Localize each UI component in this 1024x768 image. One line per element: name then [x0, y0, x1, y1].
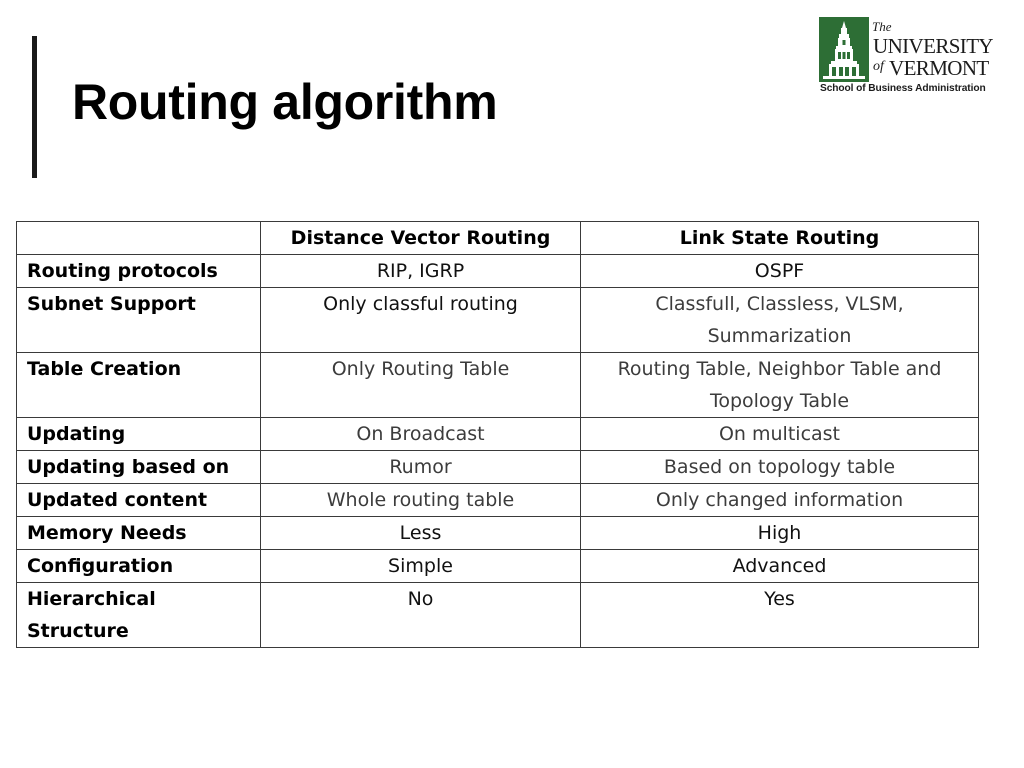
table-row [17, 517, 979, 550]
table-header-row [17, 222, 979, 255]
table-row [17, 255, 979, 288]
header-distance-vector: Distance Vector Routing [261, 222, 581, 255]
link-state-value: Based on topology table [581, 451, 979, 484]
bell-tower-emblem-icon [819, 17, 869, 82]
row-label: Routing protocols [17, 255, 261, 288]
row-label: Hierarchical Structure [17, 583, 261, 648]
row-label: Table Creation [17, 353, 261, 418]
university-logo [819, 17, 1001, 97]
table-row [17, 583, 979, 648]
table-row [17, 353, 979, 418]
distance-vector-value: Less [261, 517, 581, 550]
link-state-value: High [581, 517, 979, 550]
row-label: Subnet Support [17, 288, 261, 353]
table-row [17, 451, 979, 484]
distance-vector-value: Simple [261, 550, 581, 583]
distance-vector-value: RIP, IGRP [261, 255, 581, 288]
row-label: Updating based on [17, 451, 261, 484]
slide-title: Routing algorithm [72, 74, 498, 130]
logo-vermont-text: VERMONT [889, 56, 989, 80]
row-label: Configuration [17, 550, 261, 583]
table-row [17, 484, 979, 517]
distance-vector-value: Only classful routing [261, 288, 581, 353]
link-state-value: Only changed information [581, 484, 979, 517]
link-state-value: OSPF [581, 255, 979, 288]
distance-vector-value: On Broadcast [261, 418, 581, 451]
title-accent-bar [32, 36, 37, 178]
logo-of-text: of [873, 59, 884, 74]
row-label: Memory Needs [17, 517, 261, 550]
row-label: Updating [17, 418, 261, 451]
header-link-state: Link State Routing [581, 222, 979, 255]
link-state-value: On multicast [581, 418, 979, 451]
header-empty-cell [17, 222, 261, 255]
distance-vector-value: No [261, 583, 581, 648]
link-state-value: Routing Table, Neighbor Table and Topology Table [581, 353, 979, 418]
logo-university-text: UNIVERSITY [873, 34, 993, 58]
distance-vector-value: Rumor [261, 451, 581, 484]
link-state-value: Yes [581, 583, 979, 648]
logo-school-text: School of Business Administration [820, 83, 986, 94]
link-state-value: Classfull, Classless, VLSM, Summarization [581, 288, 979, 353]
table-row [17, 550, 979, 583]
distance-vector-value: Whole routing table [261, 484, 581, 517]
logo-the-text: The [872, 19, 892, 34]
table-row [17, 288, 979, 353]
link-state-value: Advanced [581, 550, 979, 583]
comparison-table [16, 221, 979, 648]
row-label: Updated content [17, 484, 261, 517]
distance-vector-value: Only Routing Table [261, 353, 581, 418]
table-row [17, 418, 979, 451]
